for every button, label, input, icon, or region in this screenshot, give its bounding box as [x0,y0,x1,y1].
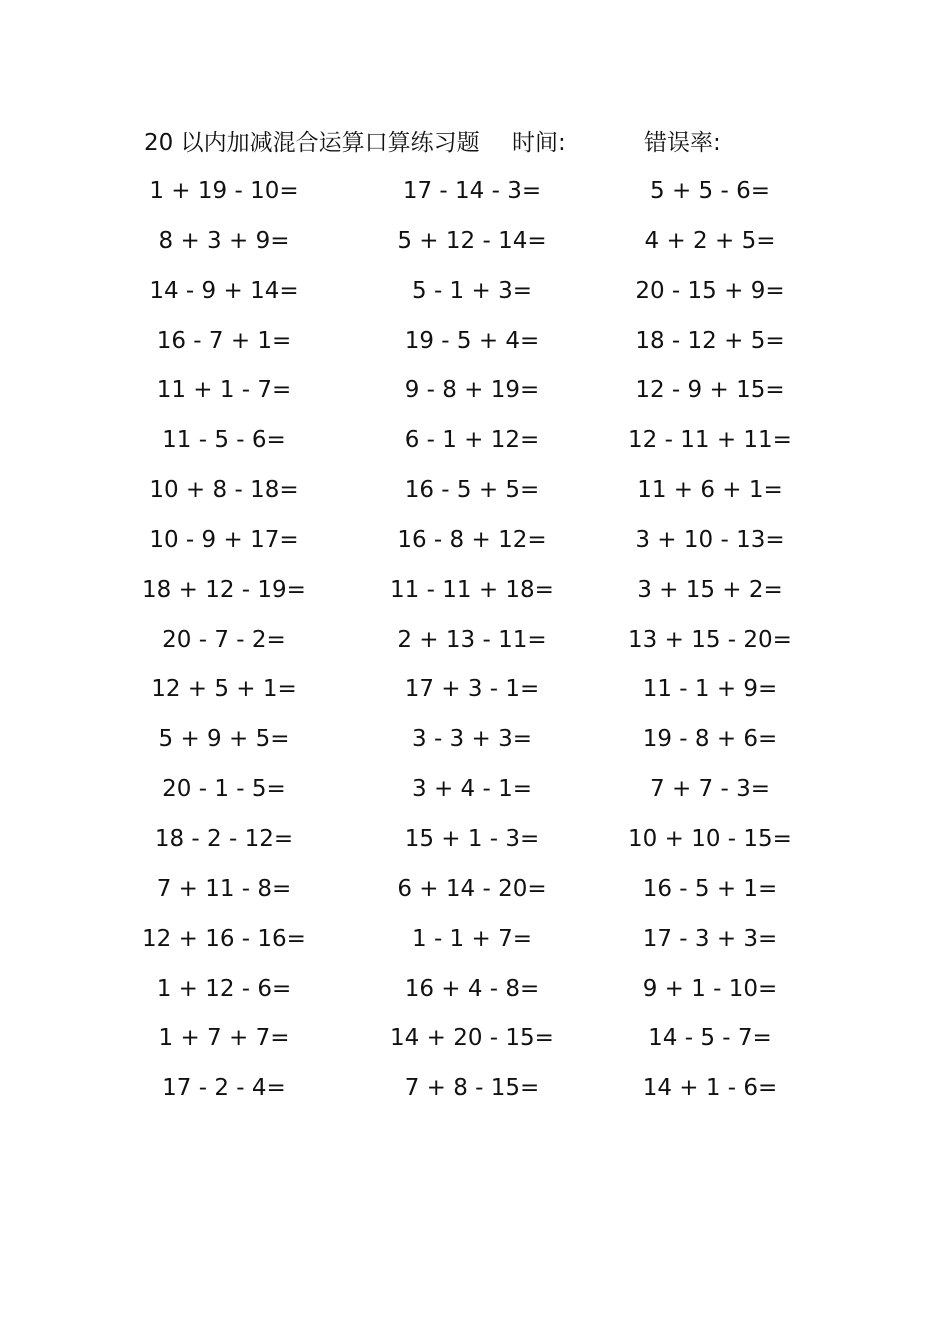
arithmetic-problem: 19 - 5 + 4= [404,327,540,354]
arithmetic-problem: 3 + 15 + 2= [637,576,783,603]
problem-row [0,671,950,721]
arithmetic-problem: 5 - 1 + 3= [412,277,532,304]
arithmetic-problem: 5 + 9 + 5= [158,726,290,753]
problem-row [0,372,950,422]
problem-grid [0,173,950,1120]
arithmetic-problem: 14 + 1 - 6= [642,1075,778,1102]
problem-row [0,323,950,373]
problem-row [0,1020,950,1070]
worksheet-header [144,125,844,161]
arithmetic-problem: 20 - 15 + 9= [635,277,785,304]
arithmetic-problem: 5 + 12 - 14= [397,227,547,254]
problem-row [0,971,950,1021]
worksheet-title: 20 以内加减混合运算口算练习题 [144,130,480,156]
problem-row [0,273,950,323]
arithmetic-problem: 7 + 7 - 3= [650,776,770,803]
arithmetic-problem: 3 + 10 - 13= [635,526,785,553]
arithmetic-problem: 12 + 5 + 1= [151,676,297,703]
arithmetic-problem: 17 - 14 - 3= [402,178,542,204]
arithmetic-problem: 12 - 9 + 15= [635,377,785,404]
arithmetic-problem: 3 + 4 - 1= [412,776,532,803]
error-rate-label: 错误率: [644,130,721,156]
arithmetic-problem: 16 + 4 - 8= [404,975,540,1002]
arithmetic-problem: 3 - 3 + 3= [412,726,532,753]
arithmetic-problem: 16 - 5 + 1= [642,875,778,902]
problem-row [0,921,950,971]
arithmetic-problem: 15 + 1 - 3= [404,825,540,852]
problem-row [0,173,950,223]
arithmetic-problem: 12 + 16 - 16= [142,925,306,952]
arithmetic-problem: 8 + 3 + 9= [158,227,290,254]
problem-row [0,223,950,273]
arithmetic-problem: 4 + 2 + 5= [644,227,776,254]
arithmetic-problem: 11 - 11 + 18= [390,576,554,603]
arithmetic-problem: 16 - 8 + 12= [397,526,547,553]
arithmetic-problem: 9 + 1 - 10= [642,975,778,1002]
problem-row [0,871,950,921]
arithmetic-problem: 13 + 15 - 20= [628,626,792,653]
arithmetic-problem: 1 + 12 - 6= [156,975,292,1002]
problem-row [0,821,950,871]
arithmetic-problem: 14 - 9 + 14= [149,277,299,304]
arithmetic-problem: 9 - 8 + 19= [404,377,540,404]
arithmetic-problem: 17 - 2 - 4= [162,1075,286,1102]
arithmetic-problem: 7 + 11 - 8= [156,875,292,902]
arithmetic-problem: 18 + 12 - 19= [142,576,306,603]
arithmetic-problem: 17 + 3 - 1= [404,676,540,703]
arithmetic-problem: 16 - 5 + 5= [404,477,540,504]
problem-row [0,422,950,472]
arithmetic-problem: 2 + 13 - 11= [397,626,547,653]
arithmetic-problem: 16 - 7 + 1= [156,327,292,354]
problem-row [0,622,950,672]
arithmetic-problem: 10 + 8 - 18= [149,477,299,504]
arithmetic-problem: 6 - 1 + 12= [404,427,540,454]
arithmetic-problem: 1 + 19 - 10= [149,178,299,204]
arithmetic-problem: 11 - 5 - 6= [162,427,286,454]
arithmetic-problem: 1 - 1 + 7= [412,925,532,952]
arithmetic-problem: 14 + 20 - 15= [390,1025,554,1052]
arithmetic-problem: 11 + 1 - 7= [156,377,292,404]
arithmetic-problem: 18 - 12 + 5= [635,327,785,354]
arithmetic-problem: 14 - 5 - 7= [648,1025,772,1052]
arithmetic-problem: 18 - 2 - 12= [154,825,294,852]
problem-row [0,472,950,522]
arithmetic-problem: 10 - 9 + 17= [149,526,299,553]
arithmetic-problem: 10 + 10 - 15= [628,825,792,852]
arithmetic-problem: 19 - 8 + 6= [642,726,778,753]
arithmetic-problem: 12 - 11 + 11= [628,427,792,454]
arithmetic-problem: 11 + 6 + 1= [637,477,783,504]
arithmetic-problem: 1 + 7 + 7= [158,1025,290,1052]
time-label: 时间: [512,130,566,156]
problem-row [0,721,950,771]
problem-row [0,771,950,821]
arithmetic-problem: 20 - 1 - 5= [162,776,286,803]
arithmetic-problem: 5 + 5 - 6= [650,178,770,204]
arithmetic-problem: 7 + 8 - 15= [404,1075,540,1102]
arithmetic-problem: 20 - 7 - 2= [162,626,286,653]
arithmetic-problem: 11 - 1 + 9= [642,676,778,703]
problem-row [0,572,950,622]
arithmetic-problem: 17 - 3 + 3= [642,925,778,952]
problem-row [0,522,950,572]
problem-row [0,1070,950,1120]
arithmetic-problem: 6 + 14 - 20= [397,875,547,902]
